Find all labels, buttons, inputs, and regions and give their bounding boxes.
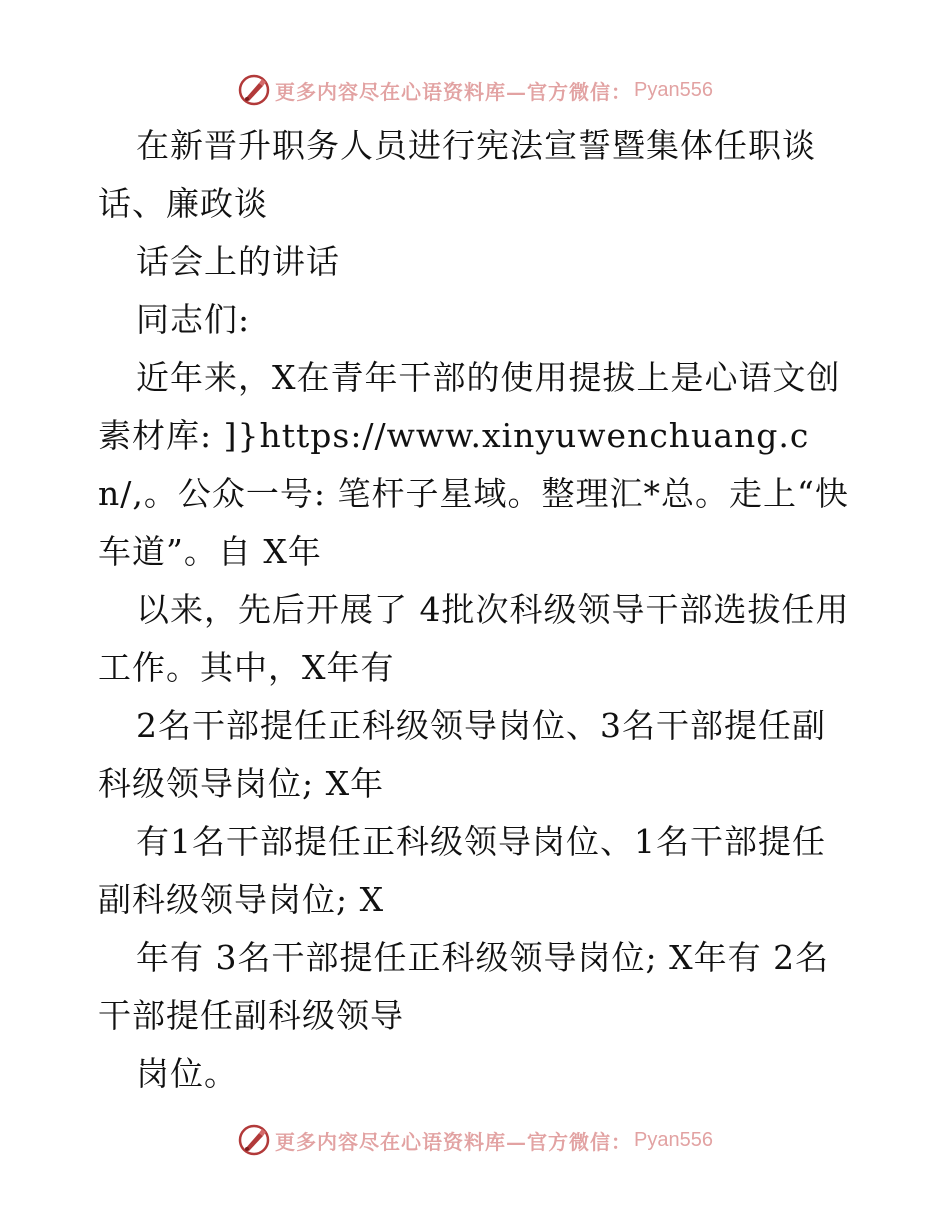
document-body <box>98 117 858 1103</box>
watermark-handle: Pyan556 <box>634 78 713 101</box>
salutation: 同志们: <box>136 300 251 339</box>
title-line-1: 在新晋升职务人员进行宪法宣誓暨集体任职谈话、廉政谈 <box>98 126 816 223</box>
watermark-text: 更多内容尽在心语资料库—官方微信： <box>275 79 633 104</box>
paragraph: 岗位。 <box>136 1054 238 1093</box>
header-watermark <box>0 70 950 110</box>
paragraph: 年有 3名干部提任正科级领导岗位; X年有 2名干部提任副科级领导 <box>98 938 830 1035</box>
pen-logo-icon <box>237 1123 271 1157</box>
watermark-text: 更多内容尽在心语资料库—官方微信： <box>275 1129 633 1154</box>
paragraph: 2名干部提任正科级领导岗位、3名干部提任副科级领导岗位; X年 <box>98 706 826 803</box>
watermark-handle: Pyan556 <box>634 1128 713 1151</box>
footer-watermark <box>0 1120 950 1160</box>
paragraph: 以来，先后开展了 4批次科级领导干部选拔任用工作。其中，X年有 <box>98 590 850 687</box>
paragraph: 有1名干部提任正科级领导岗位、1名干部提任副科级领导岗位; X <box>98 822 826 919</box>
pen-logo-icon <box>237 73 271 107</box>
title-line-2: 话会上的讲话 <box>136 242 340 281</box>
paragraph: 近年来，X在青年干部的使用提拔上是心语文创素材库: ]}https://www.xinyuwenchuang.cn/,。公众一号: 笔杆子星域。整理汇*总。走上“快车道”。自 X年 <box>98 358 849 571</box>
